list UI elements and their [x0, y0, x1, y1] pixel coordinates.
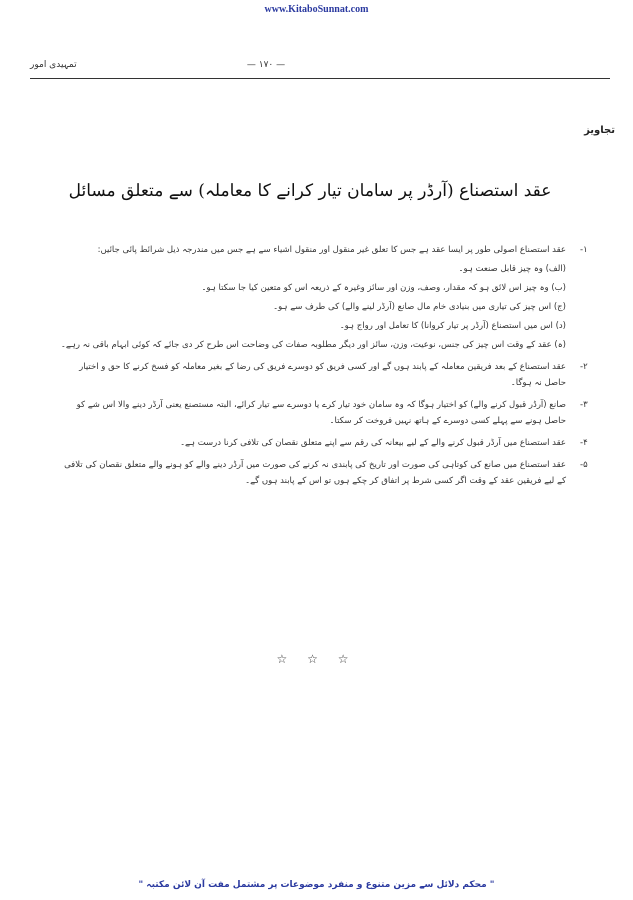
sub-item: (ج) اس چیز کی تیاری میں بنیادی خام مال صانع (آرڈر لینے والے) کی طرف سے ہو۔ — [273, 302, 566, 312]
page-number: — ۱۷۰ — — [246, 60, 286, 70]
footer-note: " محکم دلائل سے مزین متنوع و منفرد موضوعات پر مشتمل مفت آن لائن مکتبہ " — [138, 880, 495, 890]
paragraph-5 — [58, 457, 588, 489]
section-label: تجاویز — [584, 125, 615, 136]
document-body — [58, 242, 588, 495]
sub-item: (ب) وہ چیز اس لائق ہو کہ مقدار، وصف، وزن اور سائز وغیرہ کے ذریعہ اس کو متعین کیا جا سکتا ہو۔ — [201, 283, 566, 293]
paragraph-text: عقد استصناع اصولی طور پر ایسا عقد ہے جس کا تعلق غیر منقول اور منقول اشیاء سے ہے جس میں مندرجہ ذیل شرائط پائی جائیں: — [97, 245, 566, 255]
paragraph-number: -۲ — [580, 362, 588, 372]
paragraph-4 — [58, 435, 588, 451]
paragraph-3 — [58, 397, 588, 429]
paragraph-1 — [58, 242, 588, 353]
paragraph-number: -۴ — [580, 438, 588, 448]
page-title: عقد استصناع (آرڈر پر سامان تیار کرانے کا معاملہ) سے متعلق مسائل — [68, 181, 552, 201]
paragraph-2 — [58, 359, 588, 391]
section-end-stars: ☆ ☆ ☆ — [276, 652, 357, 666]
running-head: تمہیدی امور — [30, 60, 77, 70]
paragraph-text: صانع (آرڈر قبول کرنے والے) کو اختیار ہوگا کہ وہ سامان خود تیار کرے یا دوسرے سے تیار کرائے، البتہ مستصنع یعنی آرڈر دینے والا اس شے کو حاصل ہونے سے پہلے کسی دوسرے کے ہاتھ نہیں فروخت کر سکتا۔ — [76, 400, 566, 426]
sub-item: (الف) وہ چیز قابل صنعت ہو۔ — [458, 264, 566, 274]
paragraph-number: -۵ — [580, 460, 588, 470]
paragraph-text: عقد استصناع میں آرڈر قبول کرنے والے کے لیے بیعانہ کی رقم سے اپنے متعلق نقصان کی تلافی کرنا درست ہے۔ — [180, 438, 566, 448]
sub-item: (ہ) عقد کے وقت اس چیز کی جنس، نوعیت، وزن، سائز اور دیگر مطلوبہ صفات کی وضاحت اس طرح کر دی جائے کہ کوئی ابہام باقی نہ رہے۔ — [60, 340, 566, 350]
header-divider — [30, 78, 610, 79]
paragraph-text: عقد استصناع میں صانع کی کوتاہی کی صورت اور تاریخ کی پابندی نہ کرنے کی صورت میں آرڈر دینے والے کو ہونے والے متعلق نقصان کی تلافی کے لیے فریقین عقد کے وقت اگر کسی شرط پر اتفاق کر چکے ہوں تو اس کے پابند ہوں گے۔ — [64, 460, 566, 486]
site-url[interactable]: www.KitaboSunnat.com — [264, 4, 369, 15]
paragraph-text: عقد استصناع کے بعد فریقین معاملہ کے پابند ہوں گے اور کسی فریق کو دوسرے فریق کی رضا کے بغیر معاملہ کو فسخ کرنے کا حق و اختیار حاصل نہ ہوگا۔ — [79, 362, 566, 388]
paragraph-number: -۳ — [580, 400, 588, 410]
sub-item: (د) اس میں استصناع (آرڈر پر تیار کروانا) کا تعامل اور رواج ہو۔ — [339, 321, 566, 331]
paragraph-number: -۱ — [580, 245, 588, 255]
